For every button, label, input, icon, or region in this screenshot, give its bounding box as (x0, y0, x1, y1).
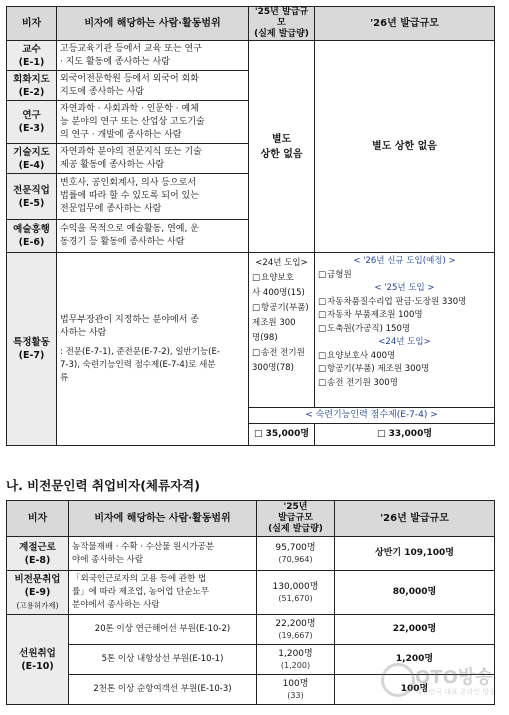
merged-2025-line2: 상한 없음 (260, 148, 303, 160)
scope-line: : 전문(E-7-1), 준전문(E-7-2), 일반기능(E- (60, 346, 220, 357)
visa-name: 연구 (22, 110, 41, 121)
e74-2025-value: □ 35,000명 (249, 424, 315, 446)
visa-name: 회화지도 (13, 73, 50, 85)
scope-line: 법무부장관이 지정하는 분야에서 종 (60, 314, 199, 325)
table-row-e8 (7, 537, 495, 571)
scope-line: 전문업무에 종사하는 사람 (60, 204, 162, 214)
visa-code: (E-1) (18, 56, 45, 68)
scope-line: 지도에 종사하는 사람 (60, 86, 144, 97)
table-row-e7 (7, 253, 495, 408)
scope-e10-1: 5톤 이상 내항상선 부원(E-10-1) (69, 645, 257, 675)
table-row-e9 (7, 571, 495, 615)
e7-2025-item: □ 항공기(부품) (252, 301, 311, 316)
e7-2025-cell (249, 253, 315, 408)
scope-line: 변호사, 공인회계사, 의사 등으로서 (60, 178, 197, 188)
e7-2026-24-item: □ 송전 전기원 300명 (318, 377, 491, 391)
e8-2025-actual: (70,964) (278, 555, 313, 564)
e10-1-2025-value: 1,200명 (278, 649, 313, 659)
visa-e4 (7, 144, 57, 174)
visa-code: (E-10) (21, 660, 54, 672)
scope-e7 (57, 253, 249, 446)
e7-2026-new-item: □ 금형원 (318, 269, 491, 283)
table-row-e10-2 (7, 615, 495, 645)
visa-code: (E-4) (18, 159, 45, 171)
e7-2025-head: <24년 도입> (255, 258, 308, 268)
scope-e2 (57, 71, 249, 101)
e7-2026-24-item: □ 항공기(부품) 제조원 300명 (318, 363, 491, 377)
visa-name: 예술흥행 (13, 224, 50, 235)
header-2025 (249, 7, 315, 41)
e9-2025-actual: (51,670) (278, 594, 313, 603)
header-2025-line2: 발급규모 (278, 513, 313, 523)
e7-2025-item: 제조원 300 (252, 318, 296, 328)
scope-e5 (57, 174, 249, 220)
scope-e10-2: 20톤 이상 연근해어선 부원(E-10-2) (69, 615, 257, 645)
header-2026: '26년 발급규모 (335, 501, 495, 537)
e7-2025-item: 사 400명(15) (252, 288, 305, 298)
visa-e5 (7, 174, 57, 220)
scope-line: 류 (60, 372, 69, 383)
visa-name: 계절근로 (19, 541, 56, 553)
professional-visa-table (6, 6, 495, 446)
visa-code: (E-7) (18, 350, 45, 361)
header-2025 (257, 501, 335, 537)
e8-2025 (257, 537, 335, 571)
header-2026: '26년 발급규모 (315, 7, 495, 41)
scope-line: 법률에 따라 할 수 있도록 되어 있는 (60, 191, 199, 201)
visa-name: 선원취업 (19, 647, 56, 659)
scope-line: 자연과학 · 사회과학 · 인문학 · 예체 (60, 103, 199, 114)
scope-e9 (69, 571, 257, 615)
scope-e3 (57, 101, 249, 144)
scope-line: 「외국인근로자의 고용 등에 관한 법 (72, 574, 207, 584)
e10-2-2025 (257, 615, 335, 645)
table2-header-row (7, 501, 495, 537)
scope-e4 (57, 144, 249, 174)
e7-2026-25-item: □ 도축원(가공직) 150명 (318, 323, 491, 337)
e10-3-2025-value: 100명 (282, 679, 309, 689)
header-visa: 비자 (7, 7, 57, 41)
header-visa: 비자 (7, 501, 69, 537)
visa-code: (E-2) (18, 86, 45, 98)
e10-2-2026: 22,000명 (335, 615, 495, 645)
visa-e7 (7, 253, 57, 446)
scope-line: 농작물재배 · 수확 · 수산물 원시가공분 (72, 541, 215, 552)
e10-1-2025 (257, 645, 335, 675)
e10-2-2025-value: 22,200명 (275, 619, 316, 629)
e7-2026-24-item: □ 요양보호사 400명 (318, 350, 491, 364)
visa-code: (E-9) (24, 587, 51, 598)
visa-code-note: (고용허가제) (16, 601, 59, 610)
scope-line: 률」에 따라 제조업, 농어업 단순노무 (72, 587, 209, 597)
scope-line: 7-3), 숙련기능인력 점수제(E-7-4)로 세분 (60, 359, 216, 370)
section-title: 나. 비전문인력 취업비자(체류자격) (6, 478, 200, 493)
watermark-text: OTO방송 (415, 667, 493, 688)
e10-1-2026: 1,200명 (335, 645, 495, 675)
e9-2025-value: 130,000명 (272, 582, 319, 592)
table-row-e1 (7, 41, 495, 71)
scope-line: 고등교육기관 등에서 교육 또는 연구 (60, 43, 202, 54)
header-2025-line2: 모 (277, 18, 286, 28)
visa-code: (E-6) (18, 237, 45, 248)
e7-2026-cell (315, 253, 495, 408)
visa-e2 (7, 71, 57, 101)
scope-line: 자연과학 분야의 전문지식 또는 기술 (60, 146, 202, 157)
scope-e1 (57, 41, 249, 71)
e7-2026-25-item: □ 자동차 부품제조원 100명 (318, 309, 491, 323)
e8-2026: 상반기 109,100명 (335, 537, 495, 571)
e10-3-2026: 100명 (335, 675, 495, 705)
header-2025-line3: (실제 발급량) (268, 524, 323, 534)
scope-line: 사하는 사람 (60, 327, 107, 338)
e10-2-2025-actual: (19,667) (278, 631, 313, 640)
watermark-logo (381, 661, 501, 701)
e7-2025-item: 300명(78) (252, 363, 294, 373)
table1-header-row (7, 7, 495, 41)
e7-2025-item: □ 요양보호 (252, 271, 311, 286)
merged-2025-line1: 별도 (271, 133, 292, 145)
header-scope: 비자에 해당하는 사람·활동범위 (69, 501, 257, 537)
e9-2026: 80,000명 (335, 571, 495, 615)
visa-e10 (7, 615, 69, 705)
e7-2025-item: 명(98) (252, 333, 278, 343)
visa-name: 특정활동 (13, 337, 50, 348)
scope-line: 야에 종사하는 사람 (72, 554, 144, 565)
watermark-circle-icon (381, 663, 415, 697)
visa-e1 (7, 41, 57, 71)
scope-line: 능 분야의 연구 또는 산업상 고도기술 (60, 116, 205, 127)
visa-name: 교수 (22, 43, 41, 55)
e74-2026-value: □ 33,000명 (315, 424, 495, 446)
visa-e8 (7, 537, 69, 571)
scope-line: · 지도 활동에 종사하는 사람 (60, 56, 170, 67)
visa-code: (E-3) (18, 123, 45, 134)
visa-code: (E-8) (24, 554, 51, 566)
visa-name: 기술지도 (13, 146, 50, 158)
e8-2025-value: 95,700명 (275, 543, 316, 553)
e74-header: < 숙련기능인력 점수제(E-7-4) > (249, 408, 495, 424)
visa-e3 (7, 101, 57, 144)
e7-2026-25-item: □ 자동차품질수리업 판금·도장원 330명 (318, 296, 491, 310)
visa-name: 비전문취업 (14, 574, 61, 585)
header-scope: 비자에 해당하는 사람·활동범위 (57, 7, 249, 41)
scope-line: 의 연구 · 개발에 종사하는 사람 (60, 129, 182, 140)
merged-2026-cell: 별도 상한 없음 (315, 41, 495, 253)
header-2025-line1: '25년 (283, 502, 308, 512)
watermark-subtext: 대한민국 대표 온라인 방송 (415, 688, 497, 696)
scope-e6 (57, 220, 249, 253)
e7-2026-25-head: < '25년 도입 > (374, 283, 435, 293)
e10-1-2025-actual: (1,200) (280, 661, 311, 670)
merged-2025-cell (249, 41, 315, 253)
e9-2025 (257, 571, 335, 615)
e7-2026-new-head: < '26년 신규 도입(예정) > (353, 256, 456, 266)
visa-code: (E-5) (18, 197, 45, 209)
scope-line: 외국어전문학원 등에서 외국어 회화 (60, 73, 199, 84)
visa-e6 (7, 220, 57, 253)
scope-e8 (69, 537, 257, 571)
scope-line: 분야에서 종사하는 사람 (72, 600, 160, 610)
scope-line: 수익을 목적으로 예술활동, 연예, 운 (60, 224, 199, 234)
scope-line: 제공 활동에 종사하는 사람 (60, 159, 165, 170)
e10-3-2025 (257, 675, 335, 705)
header-2025-line3: (실제 발급량) (254, 29, 309, 39)
header-2025-line1: '25년 발급규 (254, 7, 309, 17)
visa-name: 전문직업 (13, 184, 50, 196)
e10-3-2025-actual: (33) (287, 691, 304, 700)
visa-e9 (7, 571, 69, 615)
scope-line: 동경기 등 활동에 종사하는 사람 (60, 237, 185, 247)
scope-e10-3: 2천톤 이상 순항여객선 부원(E-10-3) (69, 675, 257, 705)
e7-2025-item: □ 송전 전기원 (252, 346, 311, 361)
e7-2026-24-head: <24년 도입> (378, 337, 431, 347)
